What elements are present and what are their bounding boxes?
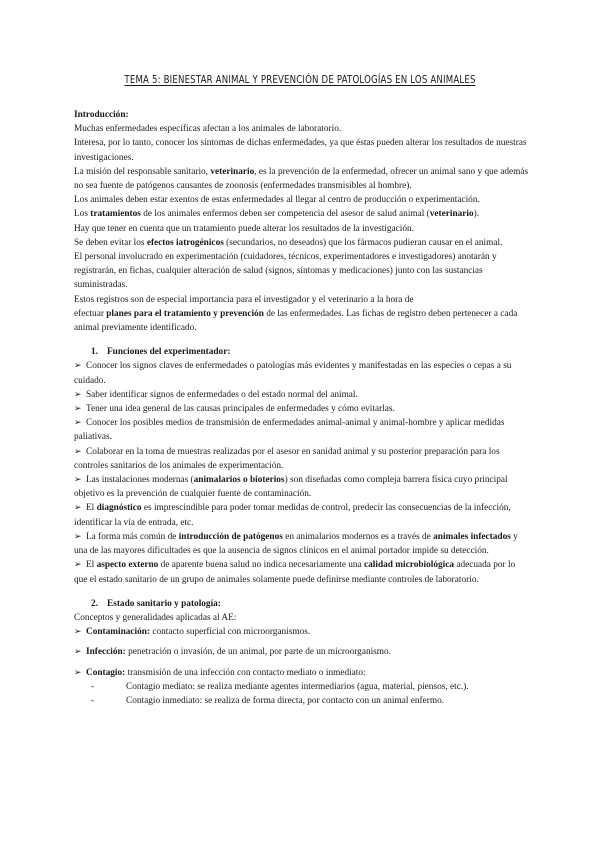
list-item-bold: animalarios o bioterios — [193, 475, 285, 486]
arrow-bullet-icon: ➢ — [74, 446, 82, 457]
intro-bold: planes para el tratamiento y prevención — [106, 308, 264, 319]
list-item — [74, 501, 529, 529]
intro-bold: efectos iatrogénicos — [146, 237, 224, 248]
list-item-text: ) son diseñadas como compleja barrera física cuyo principal objetivo es la prevención de cualquier fuente de contaminación. — [74, 475, 508, 500]
arrow-bullet-icon: ➢ — [74, 418, 82, 429]
list-item-text: Conocer los signos claves de enfermedades o patologías más evidentes y manifestadas en las especies o cepas a su cuidado. — [74, 361, 512, 386]
intro-paragraph-6: Hay que tener en cuenta que un tratamiento puede alterar los resultados de la investigación. — [74, 223, 414, 234]
list-item-text: Tener una idea general de las causas principales de enfermedades y cómo evitarlas. — [86, 404, 395, 415]
list-item — [74, 445, 529, 473]
arrow-bullet-icon: ➢ — [74, 503, 82, 514]
section-number: 2. — [91, 598, 98, 609]
sub-list-item-text: Contagio mediato: se realiza mediante agentes intermediarios (agua, material, piensos, etc.). — [126, 681, 469, 692]
list-item — [74, 359, 529, 387]
intro-text: La misión del responsable sanitario, — [74, 166, 211, 177]
list-item-text: Colaborar en la toma de muestras realizadas por el asesor en sanidad animal y su posterior preparación para los controles sanitarios de los animales de experimentación. — [74, 446, 500, 471]
intro-text: Los — [74, 209, 91, 220]
section-2-intro: Conceptos y generalidades aplicadas al AE: — [74, 612, 237, 623]
intro-paragraph-8: El personal involucrado en experimentación (cuidadores, técnicos, experimentadores e investigadores) anotarán y registrarán, en fichas, cualquier alteración de salud (signos, síntomas y medicaciones) junto con las sustancias suministradas. — [74, 252, 497, 291]
list-item — [74, 473, 529, 501]
concept-item — [74, 625, 529, 639]
sub-list-item-text: Contagio inmediato: se realiza de forma directa, por contacto con un animal enfermo. — [126, 695, 445, 706]
list-item-text: El — [86, 560, 97, 571]
concept-text: transmisión de una infección con contacto mediato o inmediato: — [125, 667, 366, 678]
list-item-bold: diagnóstico — [96, 503, 142, 514]
list-item — [74, 530, 529, 558]
intro-paragraph-3 — [74, 165, 529, 193]
list-item-text: en animalarios modernos es a través de — [282, 531, 434, 542]
arrow-bullet-icon: ➢ — [74, 361, 82, 372]
list-item-bold: calidad microbiológica — [364, 560, 454, 571]
intro-paragraph-4: Los animales deben estar exentos de estas enfermedades al llegar al centro de producción o experimentación. — [74, 195, 480, 206]
intro-paragraph-5 — [74, 207, 529, 221]
section-2-heading — [74, 597, 529, 611]
list-item-text: de aparente buena salud no indica necesariamente una — [158, 560, 365, 571]
list-item-text: La forma más común de — [86, 531, 179, 542]
list-item — [74, 388, 529, 402]
concept-item — [74, 666, 529, 680]
intro-paragraph-10 — [74, 307, 529, 335]
list-item-text: y una de las mayores dificultades es que la ausencia de signos clínicos en el animal portador impide su detección. — [74, 531, 518, 557]
intro-paragraph-9: Estos registros son de especial importancia para el investigador y el veterinario a la hora de — [74, 294, 414, 305]
intro-text: de los animales enfermos deben ser competencia del asesor de salud animal ( — [140, 209, 430, 220]
list-item-text: Conocer los posibles medios de transmisión de enfermedades animal-animal y animal-hombre y aplicar medidas paliativas. — [74, 418, 505, 443]
list-item-text: Las instalaciones modernas ( — [86, 475, 194, 486]
concept-text: contacto superficial con microorganismos. — [150, 627, 311, 638]
intro-paragraph-2: Interesa, por lo tanto, conocer los síntomas de dichas enfermedades, ya que éstas pueden alterar los resultados de nuestras investigaciones. — [74, 138, 527, 163]
list-item-bold: animales infectados — [433, 531, 511, 542]
list-item — [74, 416, 529, 444]
dash-bullet: - — [91, 695, 95, 706]
section-number: 1. — [91, 347, 98, 358]
list-item — [74, 558, 529, 586]
intro-text: ). — [473, 209, 480, 220]
arrow-bullet-icon: ➢ — [74, 560, 82, 571]
concept-term: Contagio: — [86, 667, 126, 678]
intro-text: , es la prevención de la enfermedad, ofrecer un animal sano y que además no sea fuente de patógenos causantes de zoonosis (enfermedades transmisibles al hombre). — [74, 166, 529, 192]
intro-text: de las enfermedades. Las fichas de registro deben pertenecer a cada animal previamente identificado. — [74, 308, 518, 334]
intro-paragraph-7 — [74, 236, 529, 250]
intro-bold: tratamientos — [90, 209, 141, 220]
concept-text: penetración o invasión, de un animal, por parte de un microorganismo. — [125, 647, 391, 658]
list-item-text: Saber identificar signos de enfermedades o del estado normal del animal. — [86, 389, 358, 400]
intro-bold: veterinario — [429, 209, 474, 220]
arrow-bullet-icon: ➢ — [74, 647, 82, 658]
list-item-text: es imprescindible para poder tomar medidas de control, predecir las consecuencias de la infección, identificar la vía de entrada, etc. — [74, 503, 511, 528]
intro-bold: veterinario — [210, 166, 255, 177]
dash-bullet: - — [91, 681, 95, 692]
section-title: Estado sanitario y patología: — [107, 598, 221, 609]
list-item — [74, 402, 529, 416]
sub-list-item — [74, 680, 529, 694]
arrow-bullet-icon: ➢ — [74, 627, 82, 638]
concept-term: Contaminación: — [86, 627, 151, 638]
list-item-bold: introducción de patógenos — [178, 531, 283, 542]
section-title: Funciones del experimentador: — [107, 347, 231, 358]
intro-text: efectuar — [74, 308, 107, 319]
page-title: TEMA 5: BIENESTAR ANIMAL Y PREVENCIÓN DE PATOLOGÍAS EN LOS ANIMALES — [124, 74, 476, 86]
document-body — [74, 108, 529, 708]
list-item-text: adecuada por lo que el estado sanitario de un grupo de animales solamente puede definirse mediante controles de laboratorio. — [74, 560, 516, 585]
intro-heading: Introducción: — [74, 110, 129, 120]
concept-item — [74, 645, 529, 659]
list-item-text: El — [86, 503, 97, 514]
concept-term: Infección: — [86, 647, 126, 658]
sub-list-item — [74, 694, 529, 708]
intro-paragraph-1: Muchas enfermedades específicas afectan a los animales de laboratorio. — [74, 124, 342, 135]
section-1-heading — [74, 345, 529, 359]
intro-text: Se deben evitar los — [74, 237, 147, 248]
arrow-bullet-icon: ➢ — [74, 531, 82, 542]
arrow-bullet-icon: ➢ — [74, 404, 82, 415]
list-item-bold: aspecto externo — [96, 560, 159, 571]
arrow-bullet-icon: ➢ — [74, 667, 82, 678]
arrow-bullet-icon: ➢ — [74, 389, 82, 400]
arrow-bullet-icon: ➢ — [74, 475, 82, 486]
intro-text: (secundarios, no deseados) que los fármacos pudieran causar en el animal. — [223, 237, 503, 248]
